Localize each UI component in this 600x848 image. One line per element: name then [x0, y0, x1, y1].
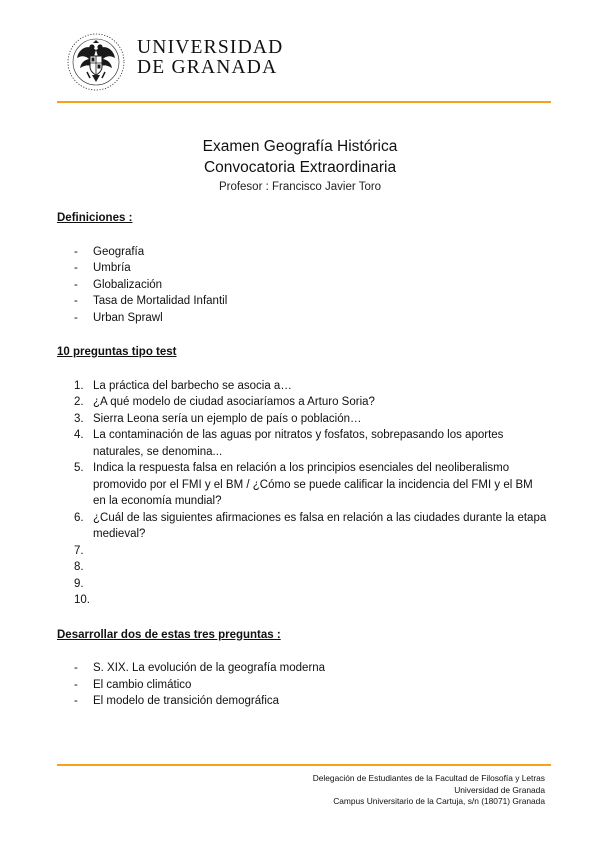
list-item: 1. La práctica del barbecho se asocia a…	[74, 379, 292, 392]
list-item: - Tasa de Mortalidad Infantil	[74, 295, 228, 307]
exam-title: Examen Geografía Histórica	[202, 138, 398, 155]
test-question-list	[57, 378, 547, 609]
essay-list	[57, 660, 547, 710]
exam-content	[57, 210, 547, 710]
definitions-heading: Definiciones :	[57, 212, 133, 224]
list-item: 4. La contaminación de las aguas por nitratos y fosfatos, sobrepasando los aportes naturales, se denomina...	[74, 429, 504, 458]
document-footer	[313, 773, 545, 808]
footer-delegation: Delegación de Estudiantes de la Facultad de Filosofía y Letras	[312, 773, 545, 783]
list-item: 9.	[74, 577, 84, 590]
footer-address: Campus Universitario de la Cartuja, s/n (18071) Granada	[333, 796, 545, 806]
list-item: 7.	[74, 544, 84, 557]
list-item: - Urban Sprawl	[74, 311, 163, 324]
university-name	[137, 38, 283, 78]
list-item: - S. XIX. La evolución de la geografía moderna	[74, 662, 326, 674]
header-divider	[57, 101, 551, 103]
document-header	[0, 0, 600, 110]
essay-heading: Desarrollar dos de estas tres preguntas :	[57, 628, 281, 641]
list-item: - Umbría	[74, 262, 131, 274]
university-name-line1: UNIVERSIDAD	[137, 37, 284, 58]
list-item: - Geografía	[74, 245, 145, 258]
exam-title-block	[0, 136, 600, 195]
university-coat-of-arms-icon	[66, 32, 126, 92]
list-item: - El cambio climático	[74, 678, 192, 691]
list-item: - El modelo de transición demográfica	[74, 695, 280, 707]
list-item: 5. Indica la respuesta falsa en relación a los principios esenciales del neoliberalismo promovido por el FMI y el BM / ¿Cómo se puede calificar la incidencia del FMI y el BM en la economía mundial?	[74, 462, 533, 507]
footer-divider	[57, 764, 551, 766]
exam-convocatoria: Convocatoria Extraordinaria	[203, 159, 397, 176]
list-item: - Globalización	[74, 278, 163, 291]
university-name-line2: DE GRANADA	[137, 57, 278, 78]
list-item: 3. Sierra Leona sería un ejemplo de país o población…	[74, 412, 362, 425]
footer-university: Universidad de Granada	[454, 784, 545, 795]
list-item: 6. ¿Cuál de las siguientes afirmaciones es falsa en relación a las ciudades durante la etapa medieval?	[74, 511, 547, 540]
test-heading: 10 preguntas tipo test	[57, 346, 177, 358]
definitions-list	[57, 244, 547, 327]
list-item: 2. ¿A qué modelo de ciudad asociaríamos a Arturo Soria?	[74, 396, 375, 408]
exam-professor: Profesor : Francisco Javier Toro	[218, 181, 382, 193]
list-item: 10.	[74, 594, 90, 606]
list-item: 8.	[74, 561, 84, 573]
